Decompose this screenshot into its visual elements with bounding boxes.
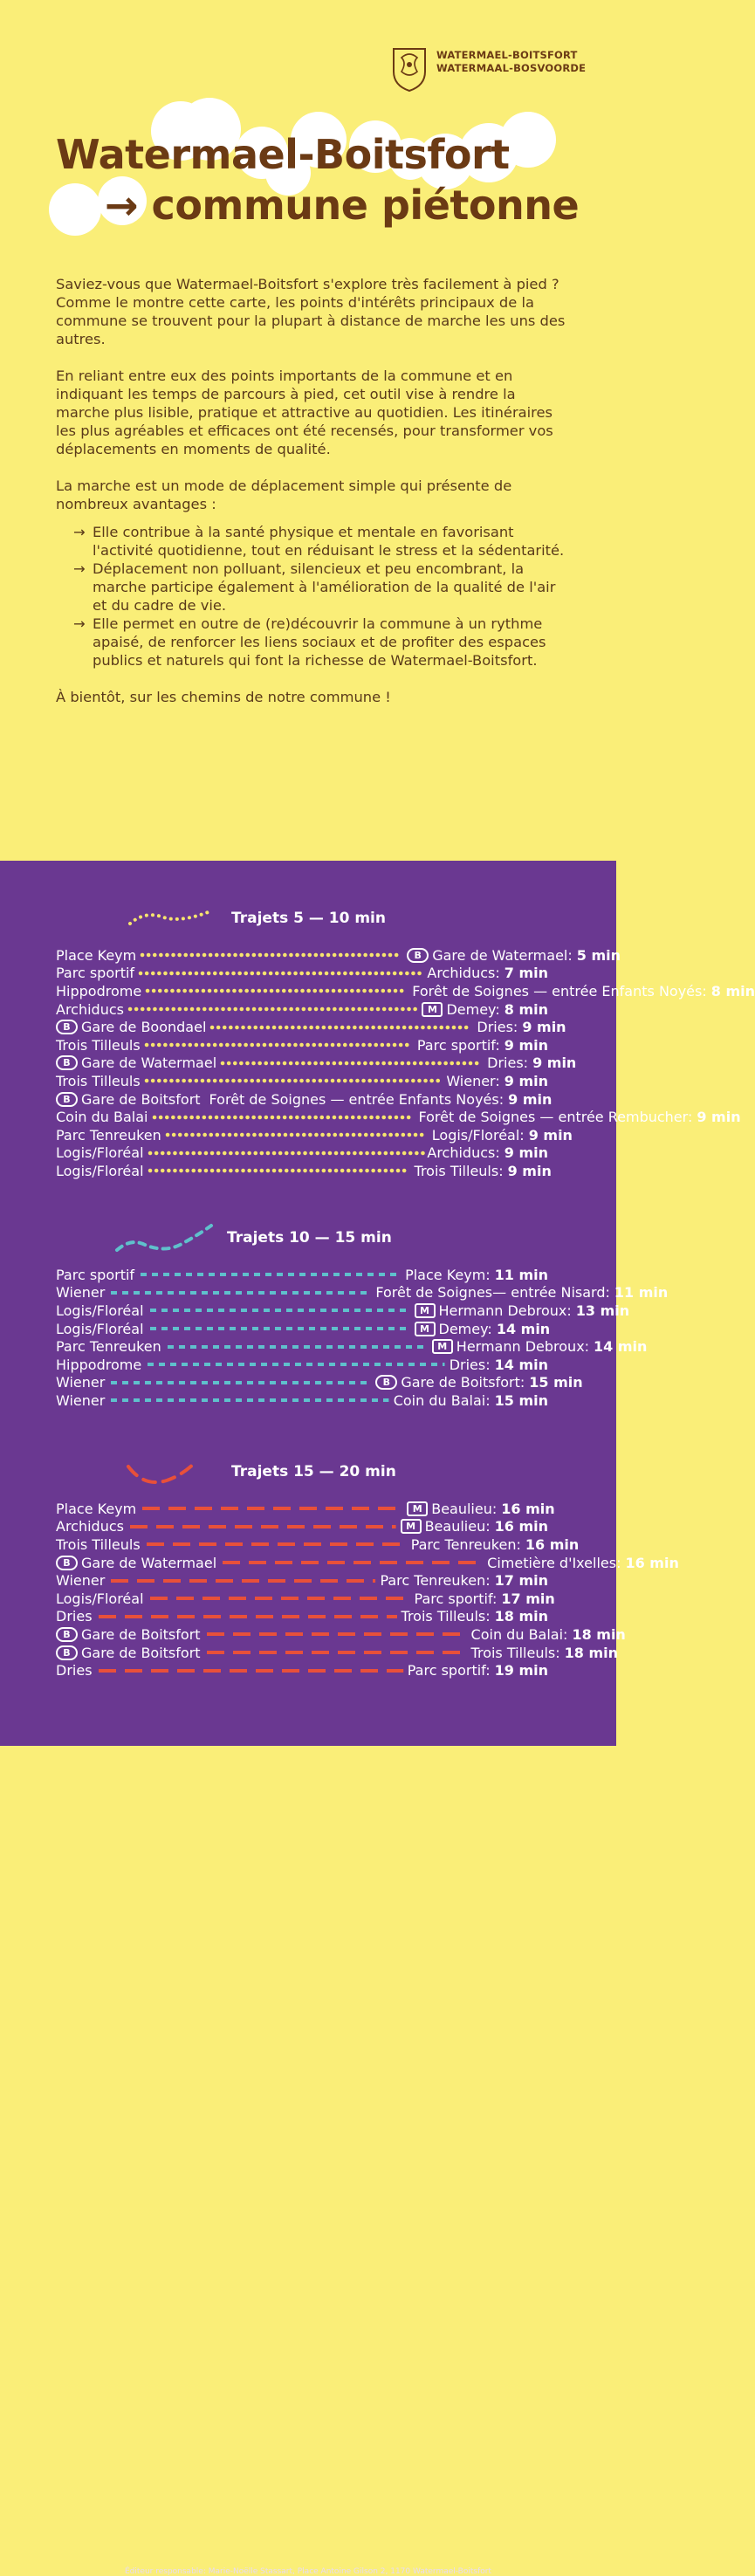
route-origin — [56, 1536, 141, 1553]
route-row — [56, 1284, 669, 1302]
route-line — [148, 1168, 410, 1173]
route-origin — [56, 1091, 201, 1108]
route-row — [56, 1054, 577, 1073]
page-title — [56, 129, 579, 230]
publisher-credit: Éditeur responsable: Marie-Noëlle Stassart, Place Antoine Gilson 2, 1170 Watermael-Boitsfort — [124, 2567, 491, 2576]
route-line — [128, 1524, 396, 1529]
route-duration: 17 min — [494, 1572, 548, 1590]
route-origin-label: Place Keym — [56, 1500, 137, 1517]
route-origin — [56, 1163, 144, 1179]
route-origin — [56, 1338, 161, 1355]
route-origin — [56, 1001, 124, 1018]
route-destination — [487, 1555, 621, 1571]
route-row — [56, 1072, 548, 1090]
route-origin — [56, 1109, 148, 1125]
route-destination-label: Hermann Debroux: — [438, 1302, 572, 1319]
route-origin — [56, 1374, 105, 1391]
route-duration: 16 min — [525, 1535, 580, 1553]
intro-panel — [0, 0, 616, 861]
route-duration: 7 min — [504, 965, 548, 982]
route-duration: 11 min — [614, 1284, 669, 1302]
route-destination — [408, 1662, 491, 1679]
route-line — [210, 1025, 472, 1030]
metro-icon: M — [422, 1002, 443, 1017]
route-destination — [394, 1392, 491, 1409]
title-line-2: → commune piétonne — [105, 182, 580, 229]
route-duration: 16 min — [625, 1554, 679, 1571]
route-destination — [446, 1073, 499, 1089]
route-duration: 9 min — [528, 1126, 573, 1144]
route-destination-label: Beaulieu: — [424, 1518, 491, 1535]
route-origin — [56, 1321, 144, 1337]
route-origin-label: Wiener — [56, 1374, 106, 1391]
route-line — [141, 1506, 402, 1511]
route-origin — [56, 1284, 105, 1301]
section-title: Trajets 15 — 20 min — [231, 1463, 396, 1480]
route-origin-label: Wiener — [56, 1284, 106, 1302]
route-origin-label: Archiducs — [56, 1518, 124, 1535]
route-line — [205, 1631, 467, 1637]
route-destination-label: Demey: — [446, 1000, 500, 1018]
route-row — [56, 1144, 548, 1163]
route-row — [56, 1661, 548, 1680]
route-destination-label: Dries: — [487, 1054, 529, 1072]
intro-paragraph: En reliant entre eux des points importants de la commune et en indiquant les temps de parcours à pied, cet outil vise à rendre la marche plus lisible, pratique et attractive au quotidien. Les itinéraires les plus agréables et efficaces ont été recensés, pour transformer vos déplacements en moments de qualité. — [56, 368, 553, 457]
route-duration: 16 min — [501, 1500, 555, 1517]
route-origin-label: Wiener — [56, 1572, 106, 1590]
train-station-icon: B — [56, 1055, 78, 1070]
route-line — [148, 1151, 423, 1156]
route-destination-label: Archiducs: — [427, 965, 500, 982]
route-origin — [56, 1392, 105, 1409]
route-line — [166, 1344, 428, 1350]
route-origin — [56, 965, 134, 981]
route-origin-label: Archiducs — [56, 1000, 124, 1018]
route-row — [56, 1608, 548, 1626]
route-destination-label: Parc sportif: — [416, 1036, 500, 1054]
route-row — [56, 1625, 626, 1644]
route-origin-label: Dries — [56, 1608, 93, 1625]
route-destination-label: Place Keym: — [405, 1266, 491, 1283]
benefit-text: Elle contribue à la santé physique et mentale en favorisant l'activité quotidienne, tout en réduisant le stress et la sédentarité. — [93, 524, 565, 559]
route-destination — [432, 1338, 589, 1355]
route-duration: 9 min — [697, 1109, 741, 1126]
commune-crest-icon — [391, 45, 428, 93]
route-origin-label: Gare de Boitsfort — [81, 1644, 201, 1661]
route-destination — [402, 1608, 491, 1625]
route-line — [205, 1650, 467, 1655]
brand-line-nl: WATERMAAL-BOSVOORDE — [436, 62, 587, 74]
metro-icon: M — [401, 1519, 422, 1534]
route-origin-label: Parc Tenreuken — [56, 1338, 161, 1356]
route-duration: 9 min — [532, 1054, 577, 1072]
route-duration: 18 min — [494, 1608, 548, 1625]
route-line — [153, 1115, 415, 1120]
route-duration: 15 min — [529, 1374, 583, 1391]
route-destination — [375, 1374, 525, 1391]
route-list — [56, 946, 755, 1180]
route-duration: 18 min — [564, 1644, 619, 1661]
route-origin-label: Coin du Balai — [56, 1109, 148, 1126]
route-row — [56, 1518, 548, 1536]
route-duration: 13 min — [575, 1302, 630, 1319]
route-origin — [56, 1608, 93, 1625]
route-origin — [56, 1019, 206, 1035]
route-destination — [450, 1357, 491, 1373]
route-origin — [56, 947, 136, 964]
intro-paragraph: Saviez-vous que Watermael-Boitsfort s'explore très facilement à pied ? Comme le montre cette carte, les points d'intérêts principaux de la commune se trouvent pour la plupart à distance de marche les uns des autres. — [56, 276, 566, 347]
metro-icon: M — [415, 1322, 436, 1336]
benefits-list — [56, 523, 571, 670]
route-destination-label: Coin du Balai: — [470, 1625, 568, 1643]
route-origin-label: Trois Tilleuls — [56, 1535, 141, 1553]
benefit-item — [56, 615, 571, 670]
section-title: Trajets 10 — 15 min — [227, 1229, 392, 1247]
route-origin — [56, 1073, 141, 1089]
route-line — [109, 1398, 388, 1403]
route-destination-label: Dries: — [449, 1356, 491, 1373]
route-destination — [401, 1518, 491, 1535]
route-origin — [56, 1662, 93, 1679]
route-origin-label: Hippodrome — [56, 982, 142, 999]
route-origin-label: Parc sportif — [56, 1266, 135, 1283]
route-duration: 19 min — [494, 1662, 548, 1680]
route-origin-label: Hippodrome — [56, 1356, 142, 1373]
route-origin — [56, 1555, 216, 1571]
route-line — [221, 1560, 483, 1565]
route-row — [56, 1590, 555, 1608]
route-destination-label: Trois Tilleuls: — [414, 1162, 504, 1179]
route-duration: 14 min — [496, 1320, 551, 1337]
route-origin-label: Gare de Boitsfort — [81, 1625, 201, 1643]
route-origin — [56, 1144, 144, 1161]
route-row — [56, 1356, 548, 1374]
route-list — [56, 1266, 669, 1410]
route-origin-label: Logis/Floréal — [56, 1144, 144, 1162]
route-row — [56, 1374, 583, 1392]
route-origin-label: Gare de Boondael — [81, 1019, 207, 1036]
route-line — [97, 1668, 403, 1673]
route-duration: 17 min — [501, 1590, 555, 1607]
route-style-icon — [127, 904, 214, 939]
route-style-icon — [113, 1224, 214, 1259]
route-row — [56, 1018, 566, 1036]
route-row — [56, 1162, 552, 1180]
closing-paragraph: À bientôt, sur les chemins de notre commune ! — [56, 689, 391, 705]
route-destination — [487, 1054, 528, 1071]
route-destination-label: Coin du Balai: — [393, 1391, 491, 1409]
route-row — [56, 1000, 548, 1019]
route-destination-label: Beaulieu: — [431, 1500, 498, 1517]
route-origin — [56, 1572, 105, 1589]
benefit-text: Déplacement non polluant, silencieux et peu encombrant, la marche participe également à l'amélioration de la qualité de l'air et du cadre de vie. — [93, 560, 556, 614]
route-origin-label: Gare de Watermael — [81, 1554, 217, 1571]
route-line — [109, 1578, 375, 1583]
route-row — [56, 1571, 548, 1590]
route-duration: 9 min — [504, 1072, 548, 1089]
benefit-item — [56, 560, 571, 615]
route-destination — [375, 1284, 610, 1301]
metro-icon: M — [407, 1501, 428, 1516]
route-origin-label: Logis/Floréal — [56, 1590, 144, 1607]
route-destination-label: Parc sportif: — [407, 1662, 491, 1680]
route-destination-label: Parc Tenreuken: — [380, 1572, 491, 1590]
benefit-text: Elle permet en outre de (re)découvrir la commune à un rythme apaisé, de renforcer les liens sociaux et de profiter des espaces publics et naturels qui font la richesse de Watermael-Boitsfort. — [93, 615, 546, 669]
route-destination — [412, 983, 707, 999]
train-station-icon: B — [56, 1092, 78, 1107]
route-origin — [56, 1302, 144, 1319]
route-row — [56, 1337, 648, 1356]
route-destination-label: Forêt de Soignes — entrée Rembucher: — [418, 1109, 693, 1126]
route-row — [56, 965, 548, 983]
route-destination-label: Forêt de Soignes — entrée Enfants Noyés: — [209, 1090, 504, 1108]
route-line — [148, 1308, 410, 1313]
route-line — [146, 988, 408, 993]
route-destination — [415, 1302, 572, 1319]
route-origin — [56, 1626, 201, 1643]
route-destination-label: Parc Tenreuken: — [410, 1535, 521, 1553]
route-line — [146, 1362, 445, 1367]
route-duration: 14 min — [494, 1356, 548, 1373]
route-destination — [477, 1019, 518, 1035]
route-origin — [56, 1518, 124, 1535]
route-row — [56, 1554, 679, 1572]
route-duration: 14 min — [594, 1338, 648, 1356]
route-duration: 9 min — [504, 1036, 548, 1054]
section-title: Trajets 5 — 10 min — [231, 910, 386, 927]
route-origin-label: Dries — [56, 1662, 93, 1680]
route-line — [109, 1380, 371, 1385]
route-row — [56, 1108, 741, 1126]
route-destination — [415, 1590, 498, 1607]
route-destination — [471, 1645, 560, 1661]
title-line-1: Watermael-Boitsfort — [56, 131, 510, 178]
train-station-icon: B — [56, 1556, 78, 1570]
route-destination-label: Wiener: — [446, 1072, 500, 1089]
route-destination-label: Hermann Debroux: — [456, 1338, 590, 1356]
metro-icon: M — [432, 1339, 453, 1354]
route-row — [56, 1535, 580, 1554]
route-destination — [427, 1144, 499, 1161]
route-line — [139, 1272, 401, 1277]
route-destination — [419, 1109, 693, 1125]
route-line — [139, 971, 422, 976]
route-destination — [432, 1127, 525, 1144]
route-duration: 5 min — [576, 946, 621, 964]
route-duration: 9 min — [508, 1090, 553, 1108]
route-duration: 9 min — [522, 1019, 566, 1036]
route-destination — [407, 947, 573, 964]
route-destination-label: Demey: — [438, 1320, 492, 1337]
metro-icon: M — [415, 1303, 436, 1318]
route-line — [221, 1061, 483, 1066]
brand-name — [436, 49, 586, 75]
route-destination — [427, 965, 499, 981]
route-origin — [56, 1645, 201, 1661]
train-station-icon: B — [56, 1020, 78, 1034]
route-destination — [405, 1267, 491, 1283]
route-origin-label: Place Keym — [56, 946, 137, 964]
route-origin — [56, 1054, 216, 1071]
train-station-icon: B — [407, 948, 429, 963]
arrow-icon: → — [73, 615, 86, 632]
route-line — [166, 1132, 428, 1137]
route-origin-label: Trois Tilleuls — [56, 1072, 141, 1089]
train-station-icon: B — [375, 1375, 397, 1390]
brand-line-fr: WATERMAEL-BOITSFORT — [436, 49, 578, 61]
route-duration: 8 min — [504, 1000, 548, 1018]
route-origin — [56, 1590, 144, 1607]
route-line — [145, 1542, 407, 1547]
route-destination — [407, 1501, 497, 1517]
route-destination-label: Gare de Watermael: — [432, 946, 573, 964]
route-row — [56, 1266, 548, 1284]
route-row — [56, 1302, 630, 1320]
route-line — [145, 1078, 443, 1083]
route-destination-label: Cimetière d'Ixelles: — [487, 1554, 621, 1571]
route-origin-label: Wiener — [56, 1391, 106, 1409]
route-origin — [56, 1357, 141, 1373]
route-destination — [380, 1572, 490, 1589]
route-line — [97, 1614, 397, 1619]
route-row — [56, 982, 755, 1000]
arrow-icon: → — [73, 524, 86, 540]
benefit-item — [56, 523, 571, 560]
route-row — [56, 1090, 553, 1109]
route-row — [56, 946, 621, 965]
route-origin-label: Logis/Floréal — [56, 1302, 144, 1319]
route-destination — [417, 1037, 500, 1054]
route-duration: 11 min — [494, 1266, 549, 1283]
route-style-icon — [127, 1458, 214, 1493]
route-row — [56, 1391, 548, 1410]
route-row — [56, 1644, 619, 1662]
route-duration: 18 min — [572, 1625, 626, 1643]
route-destination-label: Trois Tilleuls: — [401, 1608, 491, 1625]
route-destination — [422, 1001, 499, 1018]
route-row — [56, 1500, 555, 1518]
route-line — [128, 1006, 417, 1012]
route-destination-label: Forêt de Soignes— entrée Nisard: — [375, 1284, 610, 1302]
route-origin — [56, 1501, 136, 1517]
route-line — [148, 1596, 410, 1601]
route-line — [145, 1042, 413, 1048]
route-destination — [471, 1626, 568, 1643]
train-station-icon: B — [56, 1627, 78, 1642]
route-destination-label: Forêt de Soignes — entrée Enfants Noyés: — [412, 982, 707, 999]
route-duration: 8 min — [710, 982, 755, 999]
route-line — [141, 952, 402, 958]
route-destination — [209, 1091, 504, 1108]
route-origin — [56, 1037, 141, 1054]
route-destination-label: Trois Tilleuls: — [470, 1644, 560, 1661]
routes-panel — [0, 861, 755, 2576]
route-destination-label: Archiducs: — [427, 1144, 500, 1162]
route-destination-label: Dries: — [477, 1019, 518, 1036]
train-station-icon: B — [56, 1645, 78, 1660]
route-line — [148, 1326, 410, 1331]
route-origin-label: Parc sportif — [56, 965, 135, 982]
route-duration: 9 min — [507, 1162, 552, 1179]
route-origin — [56, 983, 141, 999]
route-destination — [415, 1163, 504, 1179]
route-destination — [415, 1321, 492, 1337]
route-origin-label: Trois Tilleuls — [56, 1036, 141, 1054]
route-destination-label: Parc sportif: — [414, 1590, 498, 1607]
route-origin-label: Gare de Boitsfort — [81, 1090, 201, 1108]
route-duration: 9 min — [504, 1144, 548, 1162]
route-origin-label: Gare de Watermael — [81, 1054, 217, 1072]
route-destination-label: Logis/Floréal: — [431, 1126, 525, 1144]
arrow-icon: → — [73, 560, 86, 577]
route-list — [56, 1500, 679, 1680]
route-destination — [411, 1536, 521, 1553]
route-origin — [56, 1127, 161, 1144]
intro-text — [56, 275, 571, 725]
route-row — [56, 1036, 548, 1054]
route-row — [56, 1126, 573, 1144]
intro-paragraph: La marche est un mode de déplacement simple qui présente de nombreux avantages : — [56, 477, 512, 512]
route-destination-label: Gare de Boitsfort: — [401, 1374, 525, 1391]
route-line — [109, 1290, 371, 1295]
route-origin-label: Logis/Floréal — [56, 1162, 144, 1179]
route-duration: 15 min — [494, 1391, 548, 1409]
route-origin-label: Logis/Floréal — [56, 1320, 144, 1337]
route-origin-label: Parc Tenreuken — [56, 1126, 161, 1144]
route-row — [56, 1320, 551, 1338]
route-origin — [56, 1267, 134, 1283]
route-duration: 16 min — [494, 1518, 548, 1535]
